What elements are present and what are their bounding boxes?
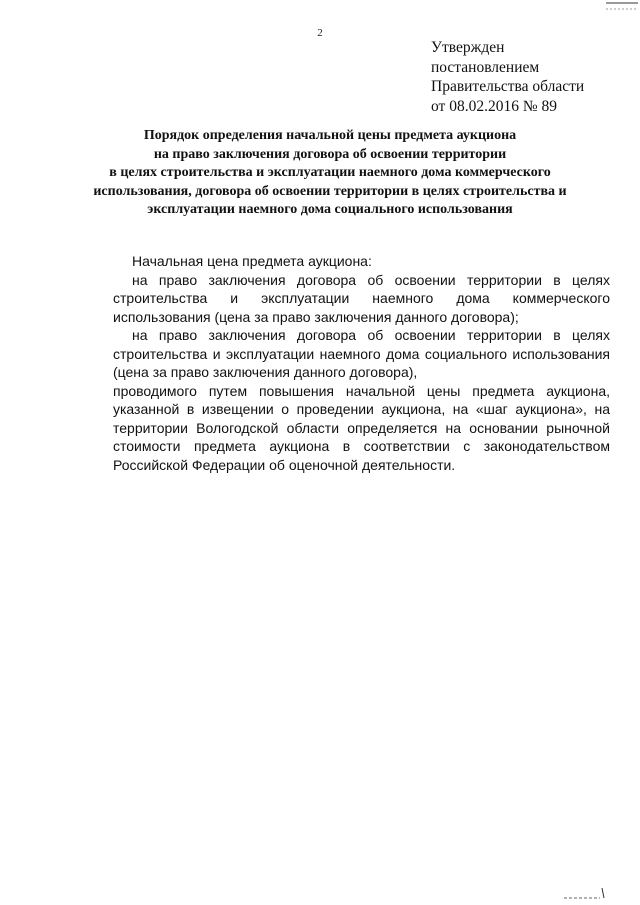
approval-line: постановлением — [431, 58, 540, 76]
title-line: в целях строительства и эксплуатации наемного дома коммерческого — [109, 165, 551, 181]
approval-line: от 08.02.2016 № 89 — [431, 97, 557, 115]
title-line: на право заключения договора об освоении территории — [153, 146, 507, 162]
document-title — [60, 127, 600, 220]
body-paragraph-conclusion: проводимого путем повышения начальной цены предмета аукциона, указанной в извещении о проведении аукциона, на «шаг аукциона», на территории Вологодской области определяется на основании рыночной стоимости предмета аукциона в соответствии с законодательством Российской Федерации об оценочной деятельности. — [113, 382, 610, 473]
body-paragraph-intro: Начальная цена предмета аукциона: — [132, 253, 372, 269]
page-number: 2 — [317, 27, 323, 39]
approval-line: Утвержден — [431, 39, 505, 56]
scan-mark-bottom — [560, 884, 620, 904]
body-paragraph-commercial: на право заключения договора об освоении территории в целях строительства и эксплуатации наемного дома коммерческого использования (цена за право заключения данного договора); — [113, 271, 610, 325]
scan-mark-top — [600, 0, 640, 16]
document-body — [113, 252, 610, 474]
title-line: эксплуатации наемного дома социального использования — [147, 202, 513, 218]
title-line: Порядок определения начальной цены предмета аукциона — [143, 128, 517, 143]
approval-stamp — [431, 38, 584, 116]
approval-line: Правительства области — [431, 78, 585, 95]
title-line: использования, договора об освоении территории в целях строительства и — [93, 183, 567, 199]
body-paragraph-social: на право заключения договора об освоении территории в целях строительства и эксплуатации наемного дома социального использования (цена за право заключения данного договора), — [113, 327, 610, 380]
